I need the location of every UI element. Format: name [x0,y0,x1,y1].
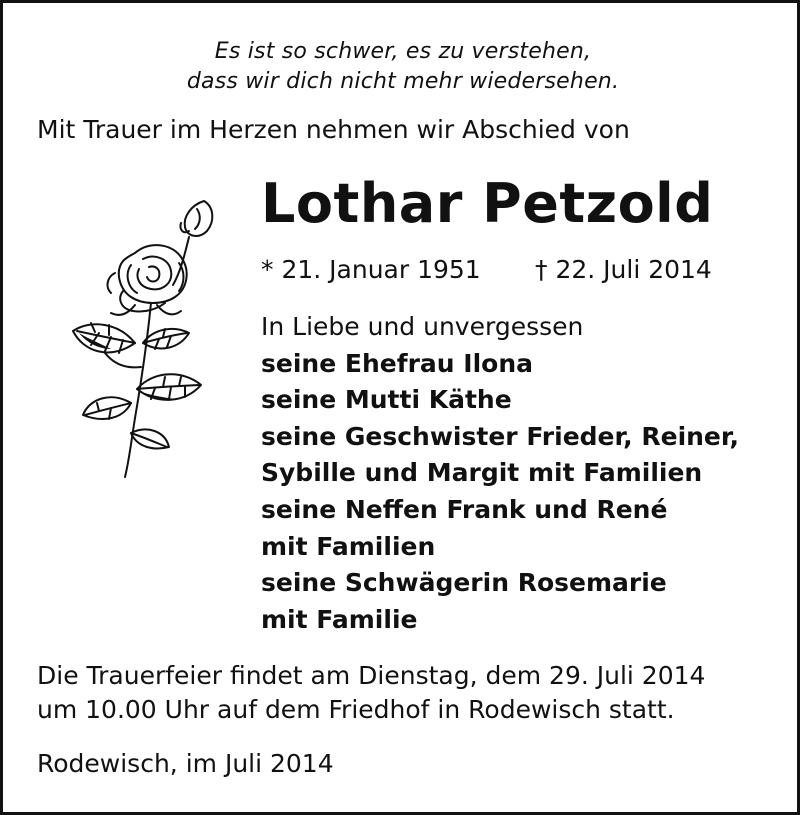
intro-text: Mit Trauer im Herzen nehmen wir Abschied von [37,115,630,144]
mourners-lead: In Liebe und unvergessen [261,312,584,341]
mourner-line: Sybille und Margit mit Familien [261,458,703,488]
mourner-line: seine Schwägerin Rosemarie [261,568,667,598]
mourner-line: seine Mutti Käthe [261,385,512,415]
mourners-list [261,309,739,638]
verse-line-1: Es ist so schwer, es zu verstehen, [214,39,592,64]
mourner-line: seine Neffen Frank und René [261,494,668,524]
birth-date: * 21. Januar 1951 [261,255,481,284]
deceased-name: Lothar Petzold [261,172,714,235]
ceremony-line-1: Die Trauerfeier findet am Dienstag, dem 29. Juli 2014 [37,661,706,690]
verse-line-2: dass wir dich nicht mehr wiedersehen. [186,69,620,94]
place-date: Rodewisch, im Juli 2014 [37,749,334,778]
mourner-line: seine Geschwister Frieder, Reiner, [261,421,740,451]
mourner-line: seine Ehefrau Ilona [261,348,533,378]
mourner-line: mit Familie [261,604,418,634]
rose-icon [39,193,219,483]
ceremony-line-2: um 10.00 Uhr auf dem Friedhof in Rodewisch statt. [37,695,675,724]
ceremony-info [37,659,705,727]
death-date: † 22. Juli 2014 [535,255,712,284]
mourner-line: mit Familien [261,531,436,561]
